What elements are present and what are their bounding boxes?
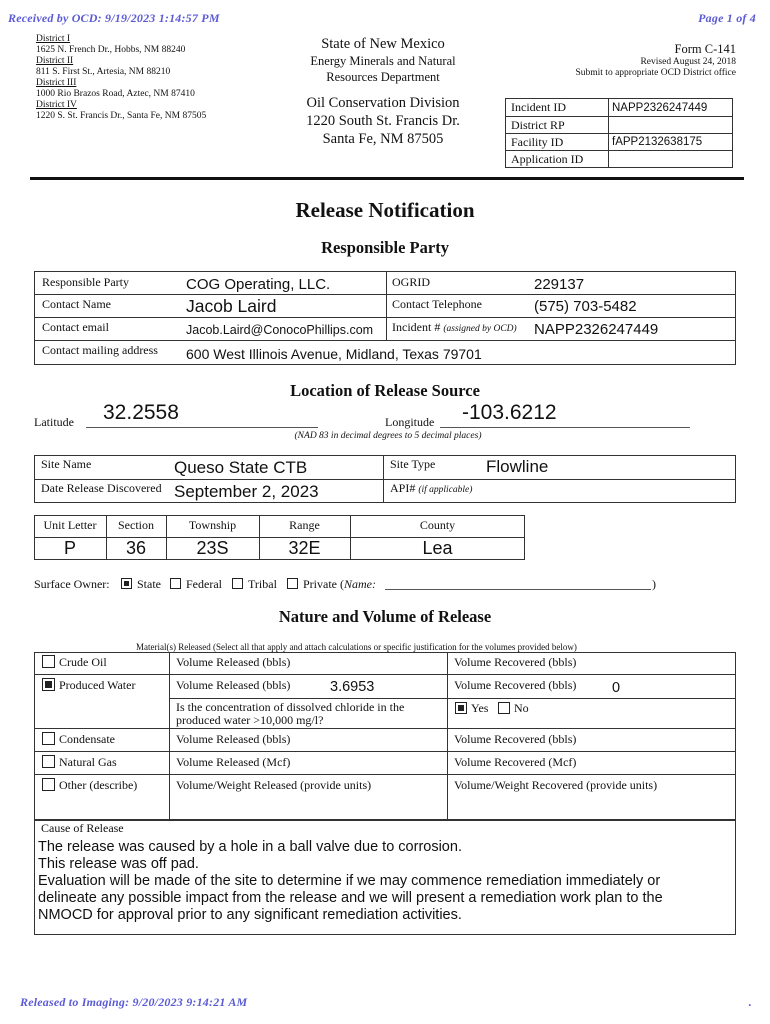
form-info [575,42,736,79]
page-number-stamp: Page 1 of 4 [698,11,756,25]
condensate-volume-released-label: Volume Released (bbls) [176,732,291,746]
condensate-label: Condensate [59,732,115,746]
incident-number-note: (assigned by OCD) [443,324,517,334]
cause-of-release-text[interactable] [38,839,732,924]
rp-row-rule [34,317,736,318]
chloride-question-line2: produced water >10,000 mg/l? [176,713,324,727]
district-name: District III [36,78,77,88]
condensate-checkbox[interactable] [42,732,55,745]
produced-water-checkbox[interactable] [42,678,55,691]
state-checkbox[interactable] [121,578,132,589]
contact-telephone-value[interactable]: (575) 703-5482 [534,298,637,315]
form-revised: Revised August 24, 2018 [640,57,736,67]
materials-col-rule [169,652,170,820]
facility-id-label: Facility ID [511,135,564,149]
received-stamp: Received by OCD: 9/19/2023 1:14:57 PM [8,11,220,25]
division-city: Santa Fe, NM 87505 [322,131,444,147]
mailing-address-label: Contact mailing address [42,343,158,357]
cause-line: The release was caused by a hole in a ball valve due to corrosion. [38,839,462,855]
private-close-paren: ) [652,577,656,591]
district-address: 1220 S. St. Francis Dr., Santa Fe, NM 87505 [36,111,207,121]
materials-row-rule [34,774,736,775]
contact-telephone-label: Contact Telephone [392,297,482,311]
private-label [303,577,376,592]
contact-name-value[interactable]: Jacob Laird [186,296,277,316]
date-discovered-value[interactable]: September 2, 2023 [174,482,319,501]
rp-col-rule [386,271,387,340]
responsible-party-label: Responsible Party [42,275,129,289]
mailing-address-value[interactable]: 600 West Illinois Avenue, Midland, Texas 79701 [186,346,482,362]
ogrid-label: OGRID [392,275,430,289]
application-id-label: Application ID [511,152,584,166]
cause-of-release-label: Cause of Release [41,821,124,835]
section-value[interactable]: 36 [125,538,147,558]
form-id: Form C-141 [674,42,736,56]
id-box-rule [505,133,733,134]
incident-id-label: Incident ID [511,100,566,114]
api-note: (if applicable) [418,485,473,495]
township-value[interactable]: 23S [196,538,229,558]
facility-id-value[interactable]: fAPP2132638175 [612,136,703,148]
site-row-rule [34,479,736,480]
district-address: 1000 Rio Brazos Road, Aztec, NM 87410 [36,89,195,99]
longitude-value[interactable]: -103.6212 [462,401,557,424]
crude-volume-released-label: Volume Released (bbls) [176,655,291,669]
site-col-rule [383,455,384,503]
location-heading: Location of Release Source [290,381,480,400]
released-stamp: Released to Imaging: 9/20/2023 9:14:21 AM [20,995,248,1009]
federal-checkbox[interactable] [170,578,181,589]
crude-oil-label: Crude Oil [59,655,107,669]
district-address: 1625 N. French Dr., Hobbs, NM 88240 [36,45,186,55]
federal-label: Federal [186,577,222,591]
condensate-volume-recovered-label: Volume Recovered (bbls) [454,732,577,746]
chloride-yes-label: Yes [471,701,489,715]
unit-letter-header: Unit Letter [43,518,97,532]
district-name: District II [36,56,74,66]
cause-line: This release was off pad. [38,856,199,872]
crude-oil-checkbox[interactable] [42,655,55,668]
private-name-label: Name: [344,577,376,591]
site-name-value[interactable]: Queso State CTB [174,458,308,477]
agency-line3: Resources Department [326,70,440,84]
cause-line: NMOCD for approval prior to any significant remediation activities. [38,907,462,923]
materials-row-rule [34,751,736,752]
district-address: 811 S. First St., Artesia, NM 88210 [36,67,171,77]
responsible-party-heading: Responsible Party [321,238,449,257]
crude-volume-recovered-label: Volume Recovered (bbls) [454,655,577,669]
contact-name-label: Contact Name [42,297,111,311]
materials-row-rule [34,728,736,729]
district-name: District IV [36,100,77,110]
site-type-label: Site Type [390,457,436,471]
longitude-label: Longitude [385,415,435,429]
natural-gas-label: Natural Gas [59,755,117,769]
footer-dot: . [748,995,752,1009]
cause-line: Evaluation will be made of the site to determine if we may commence remediation immediately or [38,873,661,889]
responsible-party-value[interactable]: COG Operating, LLC. [186,276,331,293]
other-label: Other (describe) [59,778,138,792]
latitude-label: Latitude [34,415,74,429]
form-submit: Submit to appropriate OCD District office [575,68,736,78]
unit-letter-value[interactable]: P [63,538,76,558]
rp-row-rule [34,340,736,341]
division-header [283,94,483,148]
site-type-value[interactable]: Flowline [486,457,549,476]
cause-line: delineate any possible impact from the release and we will present a remediation work plan to the [38,890,663,906]
materials-table [34,652,736,820]
range-value[interactable]: 32E [288,538,321,558]
state-label: State [137,577,161,591]
chloride-yes-checkbox[interactable] [455,702,467,714]
produced-volume-recovered-value[interactable]: 0 [612,680,621,696]
range-header: Range [289,518,320,532]
rp-row-rule [34,294,736,295]
contact-email-value[interactable]: Jacob.Laird@ConocoPhillips.com [186,323,374,337]
materials-row-rule [169,698,736,699]
header-divider [30,177,744,180]
division-name: Oil Conservation Division [306,95,460,111]
incident-number-label [392,320,517,335]
id-box-rule [505,116,733,117]
other-volume-recovered-label: Volume/Weight Recovered (provide units) [454,778,658,792]
materials-instructions: Material(s) Released (Select all that apply and attach calculations or specific justification for the volumes provided below) [136,642,577,652]
agency-header [283,36,483,85]
other-checkbox[interactable] [42,778,55,791]
surface-owner-label: Surface Owner: [34,577,110,591]
county-header: County [419,518,456,532]
private-name-input[interactable] [385,589,651,590]
contact-email-label: Contact email [42,320,109,334]
chloride-no-checkbox[interactable] [498,702,510,714]
natural-gas-checkbox[interactable] [42,755,55,768]
gas-volume-released-label: Volume Released (Mcf) [176,755,291,769]
agency-state: State of New Mexico [321,36,445,52]
date-discovered-label: Date Release Discovered [41,481,162,495]
page-title: Release Notification [295,198,475,222]
api-text: API# [390,481,416,495]
nad-note: (NAD 83 in decimal degrees to 5 decimal places) [294,431,482,441]
produced-volume-released-label: Volume Released (bbls) [176,678,291,692]
section-header: Section [118,518,154,532]
materials-col-rule [447,652,448,820]
township-header: Township [188,518,237,532]
tribal-checkbox[interactable] [232,578,243,589]
gas-volume-recovered-label: Volume Recovered (Mcf) [454,755,577,769]
private-checkbox[interactable] [287,578,298,589]
latitude-underline [86,427,318,428]
produced-volume-released-value[interactable]: 3.6953 [330,679,375,695]
incident-number-text: Incident # [392,320,441,334]
api-label [390,481,472,496]
district-list [36,34,266,122]
tribal-label: Tribal [248,577,277,591]
division-street: 1220 South St. Francis Dr. [306,113,460,129]
chloride-question [176,701,404,727]
produced-water-label: Produced Water [59,678,136,692]
produced-volume-recovered-label: Volume Recovered (bbls) [454,678,577,692]
incident-id-value[interactable]: NAPP2326247449 [612,102,708,114]
county-value[interactable]: Lea [422,538,453,558]
chloride-no-label: No [514,701,529,715]
district-rp-label: District RP [511,118,565,132]
district-name: District I [36,34,71,44]
ogrid-value[interactable]: 229137 [534,276,585,293]
longitude-underline [440,427,690,428]
materials-row-rule [34,674,736,675]
site-name-label: Site Name [41,457,92,471]
latitude-value[interactable]: 32.2558 [103,401,179,424]
nature-volume-heading: Nature and Volume of Release [278,607,492,626]
chloride-question-line1: Is the concentration of dissolved chloride in the [176,700,405,714]
id-box-rule [505,150,733,151]
private-text: Private ( [303,577,344,591]
incident-number-value[interactable]: NAPP2326247449 [534,321,659,338]
other-volume-released-label: Volume/Weight Released (provide units) [176,778,372,792]
agency-line2: Energy Minerals and Natural [310,54,456,68]
